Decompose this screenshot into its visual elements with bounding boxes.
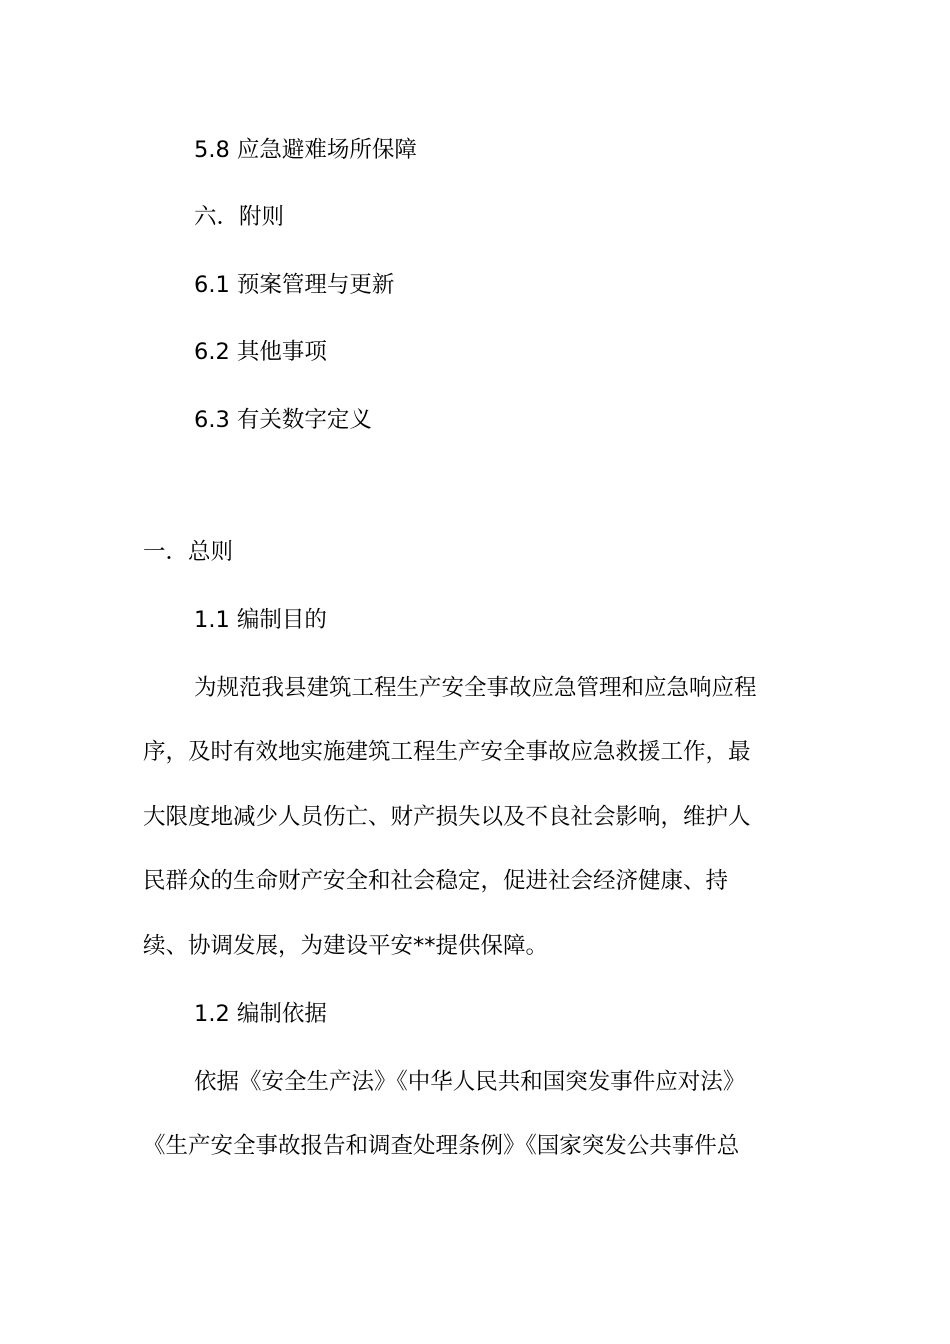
- toc-item-5-8: 5.8 应急避难场所保障: [194, 137, 417, 163]
- toc-item-6-1: 6.1 预案管理与更新: [194, 272, 395, 298]
- section-heading-general: 一．总则: [143, 539, 234, 565]
- toc-item-6: 六．附则: [194, 204, 285, 230]
- paragraph-line: 为规范我县建筑工程生产安全事故应急管理和应急响应程: [194, 675, 757, 701]
- paragraph-line: 大限度地减少人员伤亡、财产损失以及不良社会影响，维护人: [143, 804, 751, 830]
- paragraph-line: 续、协调发展，为建设平安**提供保障。: [143, 933, 549, 959]
- paragraph-line: 民群众的生命财产安全和社会稳定，促进社会经济健康、持: [143, 868, 729, 894]
- toc-item-6-3: 6.3 有关数字定义: [194, 407, 372, 433]
- toc-item-6-2: 6.2 其他事项: [194, 339, 327, 365]
- subsection-title-1-2: 1.2 编制依据: [194, 1001, 327, 1027]
- paragraph-line: 序，及时有效地实施建筑工程生产安全事故应急救援工作，最: [143, 739, 751, 765]
- paragraph-line: 《生产安全事故报告和调查处理条例》《国家突发公共事件总: [143, 1133, 740, 1159]
- subsection-title-1-1: 1.1 编制目的: [194, 607, 327, 633]
- paragraph-line: 依据《安全生产法》《中华人民共和国突发事件应对法》: [194, 1069, 746, 1095]
